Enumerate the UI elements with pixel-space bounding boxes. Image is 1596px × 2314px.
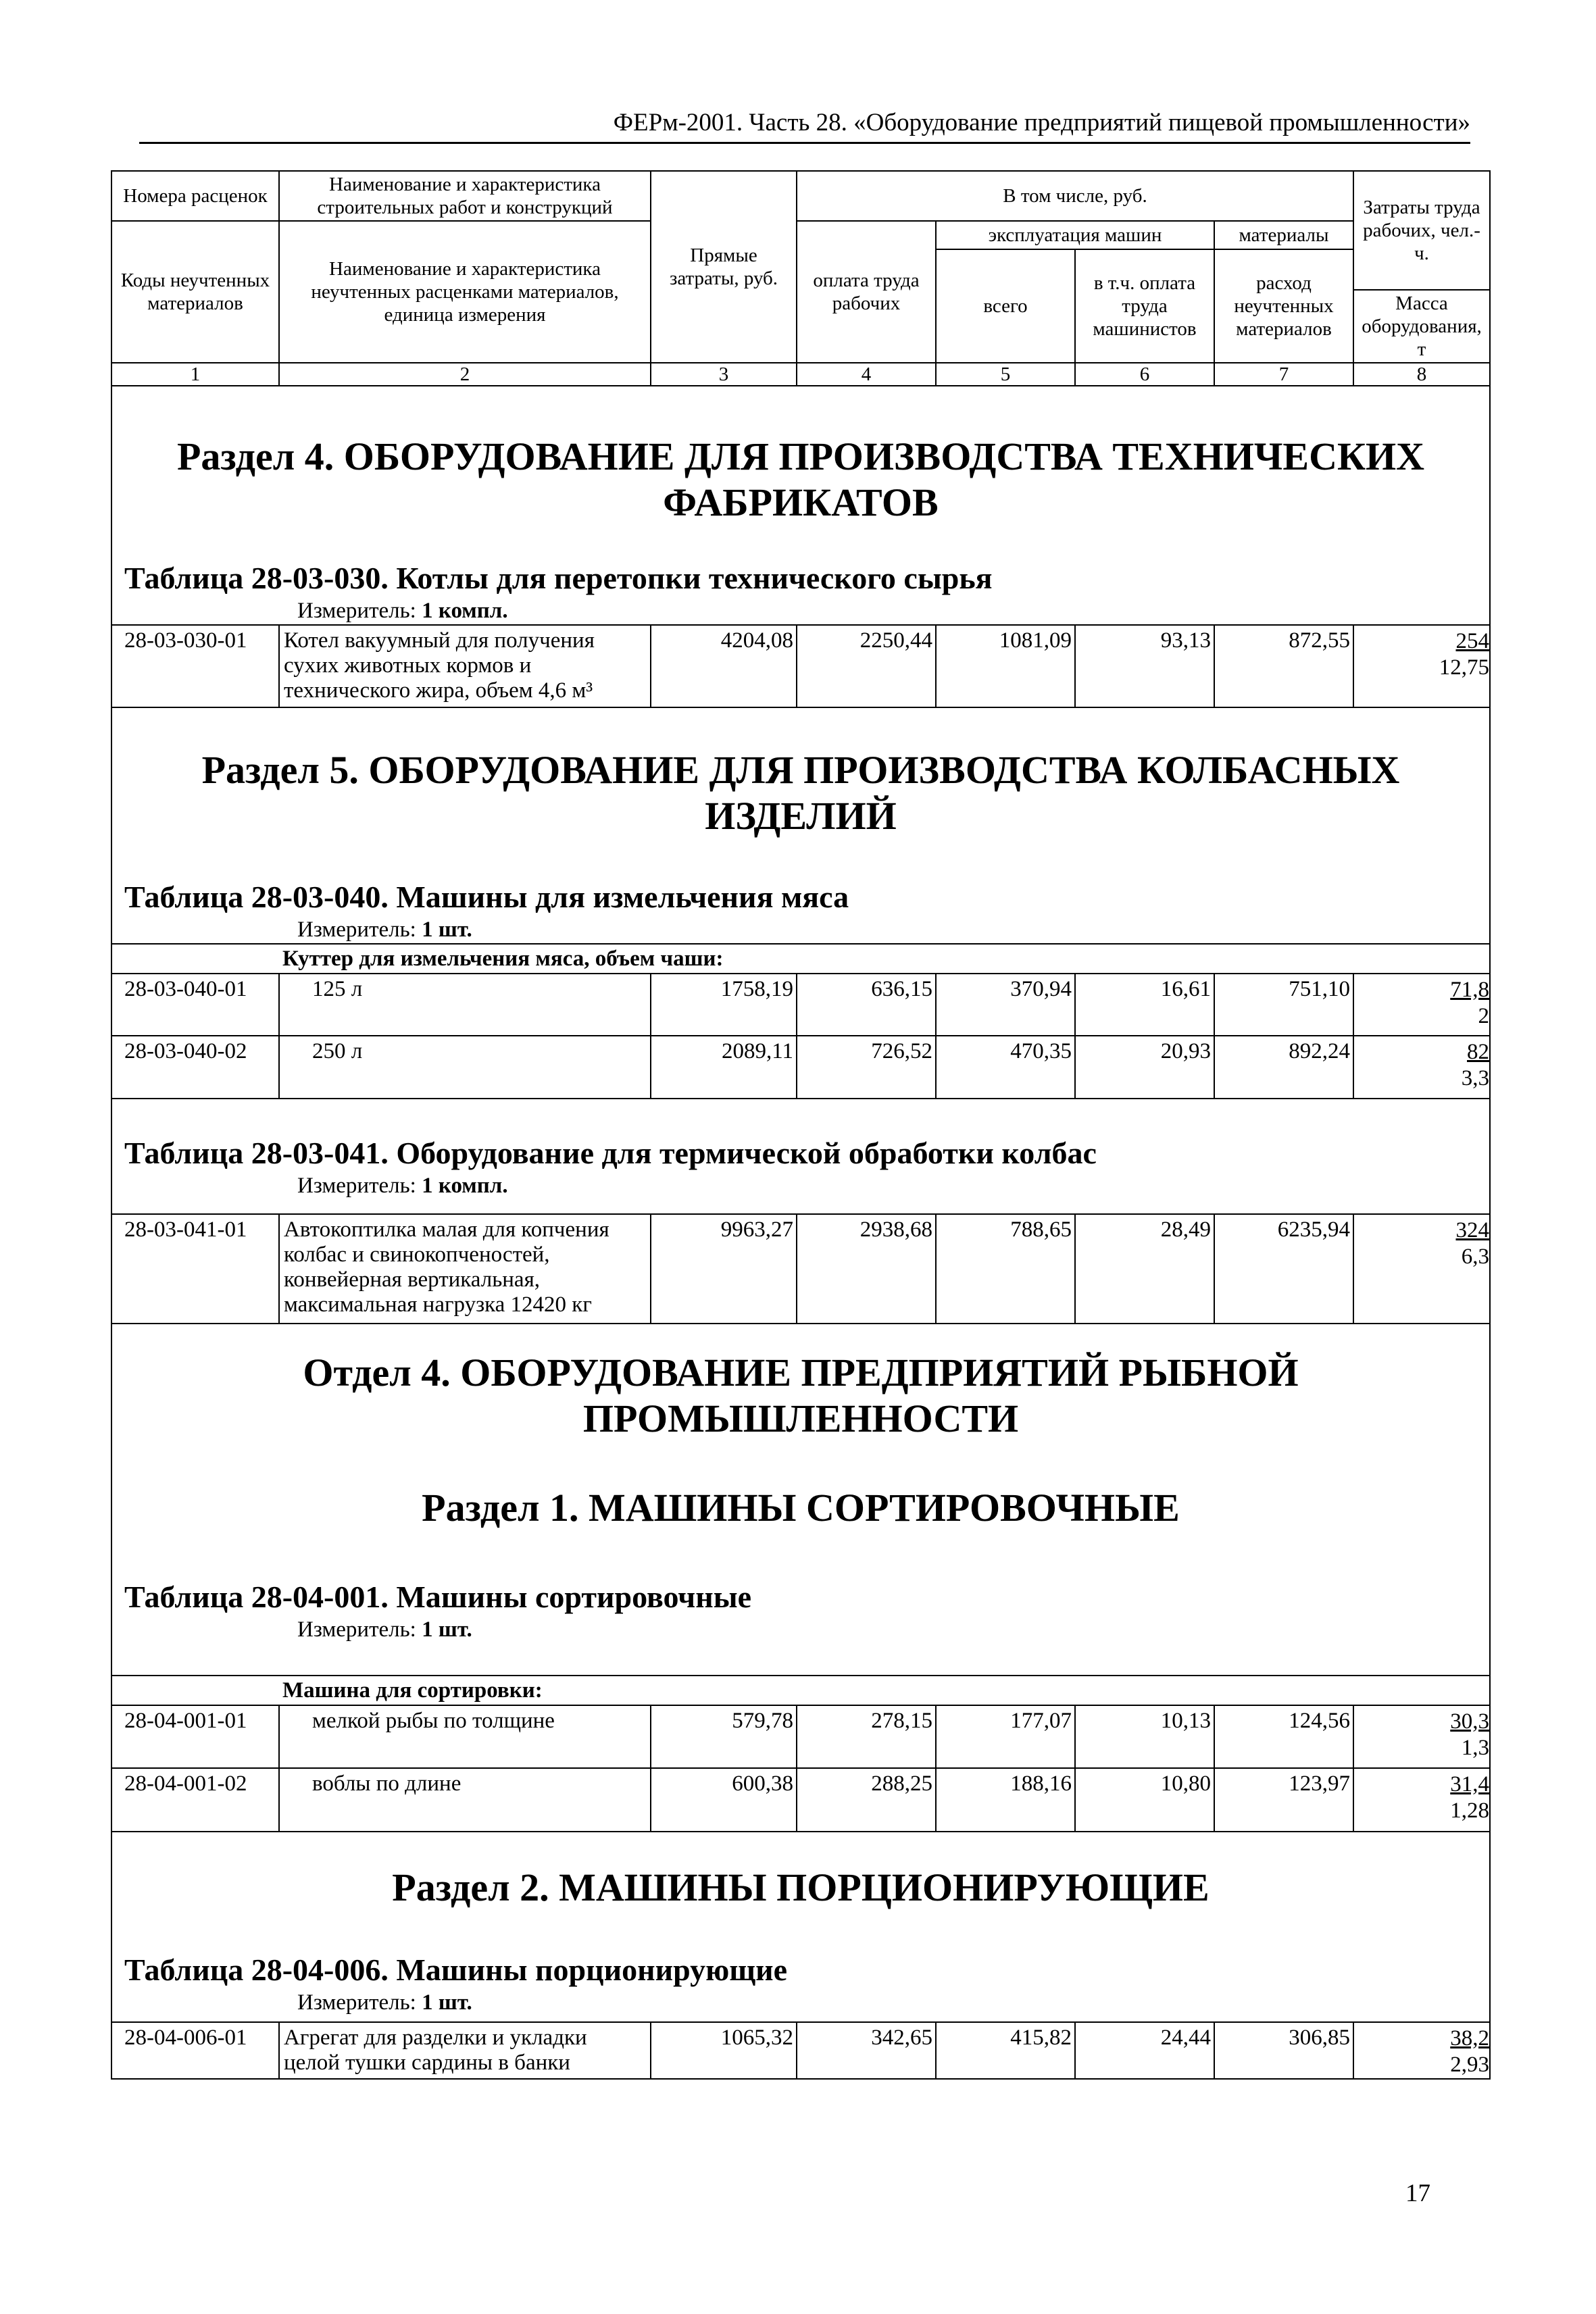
- department-title: Отдел 4. ОБОРУДОВАНИЕ ПРЕДПРИЯТИЙ РЫБНОЙ ПРОМЫШЛЕННОСТИ: [303, 1351, 1299, 1440]
- row-code: 28-04-001-01: [111, 1705, 279, 1768]
- section-4-block: [111, 386, 1490, 625]
- row-mach-total: 470,35: [936, 1036, 1075, 1099]
- row-name: Агрегат для разделки и укладки целой тушки сардины в банки: [279, 2022, 651, 2079]
- head-col2-top: Наименование и характеристика строительных работ и конструкций: [279, 171, 651, 221]
- table-041-block: [111, 1099, 1490, 1214]
- head-mass: Масса оборудования, т: [1353, 290, 1490, 363]
- section-title: Раздел 1. МАШИНЫ СОРТИРОВОЧНЫЕ: [422, 1486, 1180, 1530]
- header-rule: [139, 142, 1470, 144]
- row-direct: 1065,32: [651, 2022, 797, 2079]
- head-materials: материалы: [1214, 221, 1353, 249]
- row-mach-wages: 10,80: [1075, 1768, 1214, 1832]
- table-row: [111, 1036, 1490, 1099]
- section-title: Раздел 4. ОБОРУДОВАНИЕ ДЛЯ ПРОИЗВОДСТВА ТЕХНИЧЕСКИХ ФАБРИКАТОВ: [176, 434, 1425, 524]
- col-number: 4: [797, 363, 936, 386]
- table-row: [111, 1768, 1490, 1832]
- row-mach-wages: 28,49: [1075, 1214, 1214, 1324]
- table-title: Таблица 28-03-030. Котлы для перетопки технического сырья: [124, 561, 993, 595]
- table-row: [111, 2022, 1490, 2079]
- row-name: 125 л: [279, 974, 651, 1036]
- row-code: 28-03-040-02: [111, 1036, 279, 1099]
- col-number: 1: [111, 363, 279, 386]
- row-wages: 636,15: [797, 974, 936, 1036]
- row-name: мелкой рыбы по толщине: [279, 1705, 651, 1768]
- row-mach-total: 415,82: [936, 2022, 1075, 2079]
- col-number: 6: [1075, 363, 1214, 386]
- row-materials: 872,55: [1214, 625, 1353, 707]
- head-machines-total: всего: [936, 249, 1075, 363]
- page-number: 17: [1405, 2180, 1430, 2207]
- price-table: [111, 170, 1491, 2080]
- table-row: [111, 974, 1490, 1036]
- table-title: Таблица 28-04-006. Машины порционирующие: [124, 1953, 788, 1987]
- head-wages: оплата труда рабочих: [797, 221, 936, 363]
- section-title: Раздел 2. МАШИНЫ ПОРЦИОНИРУЮЩИЕ: [392, 1865, 1210, 1909]
- row-labor-mass: 254 12,75: [1353, 625, 1490, 707]
- row-mach-wages: 10,13: [1075, 1705, 1214, 1768]
- col-number: 7: [1214, 363, 1353, 386]
- row-direct: 4204,08: [651, 625, 797, 707]
- head-labor: Затраты труда рабочих, чел.-ч.: [1353, 171, 1490, 290]
- meter: Измеритель: 1 шт.: [297, 1617, 472, 1642]
- table-row: [111, 625, 1490, 707]
- head-direct-costs: Прямые затраты, руб.: [651, 171, 797, 363]
- section-5-block: [111, 707, 1490, 944]
- group-label: Машина для сортировки:: [111, 1676, 1490, 1705]
- row-wages: 2250,44: [797, 625, 936, 707]
- head-materials-use: расход неучтенных материалов: [1214, 249, 1353, 363]
- row-labor-mass: 31,4 1,28: [1353, 1768, 1490, 1832]
- row-materials: 751,10: [1214, 974, 1353, 1036]
- row-mach-wages: 24,44: [1075, 2022, 1214, 2079]
- row-direct: 9963,27: [651, 1214, 797, 1324]
- col-number: 3: [651, 363, 797, 386]
- section-2-block: [111, 1832, 1490, 2022]
- row-direct: 1758,19: [651, 974, 797, 1036]
- row-labor-mass: 82 3,3: [1353, 1036, 1490, 1099]
- row-labor-mass: 324 6,3: [1353, 1214, 1490, 1324]
- row-mach-wages: 16,61: [1075, 974, 1214, 1036]
- row-mach-total: 188,16: [936, 1768, 1075, 1832]
- table-title: Таблица 28-04-001. Машины сортировочные: [124, 1580, 752, 1614]
- row-materials: 123,97: [1214, 1768, 1353, 1832]
- row-wages: 288,25: [797, 1768, 936, 1832]
- row-wages: 2938,68: [797, 1214, 936, 1324]
- row-materials: 892,24: [1214, 1036, 1353, 1099]
- row-materials: 124,56: [1214, 1705, 1353, 1768]
- head-machines: эксплуатация машин: [936, 221, 1214, 249]
- row-code: 28-03-041-01: [111, 1214, 279, 1324]
- head-col1-top: Номера расценок: [111, 171, 279, 221]
- meter: Измеритель: 1 шт.: [297, 1990, 472, 2015]
- row-labor-mass: 30,3 1,3: [1353, 1705, 1490, 1768]
- row-name: 250 л: [279, 1036, 651, 1099]
- row-wages: 278,15: [797, 1705, 936, 1768]
- row-mach-total: 1081,09: [936, 625, 1075, 707]
- table-row: [111, 1705, 1490, 1768]
- row-code: 28-04-006-01: [111, 2022, 279, 2079]
- row-mach-wages: 93,13: [1075, 625, 1214, 707]
- row-direct: 2089,11: [651, 1036, 797, 1099]
- head-col2-bottom: Наименование и характеристика неучтенных расценками материалов, единица измерения: [279, 221, 651, 363]
- table-row: [111, 1214, 1490, 1324]
- department-4-block: [111, 1324, 1490, 1676]
- row-labor-mass: 38,2 2,93: [1353, 2022, 1490, 2079]
- meter: Измеритель: 1 шт.: [297, 917, 472, 942]
- row-materials: 6235,94: [1214, 1214, 1353, 1324]
- col-number: 2: [279, 363, 651, 386]
- running-header: ФЕРм-2001. Часть 28. «Оборудование предприятий пищевой промышленности»: [613, 109, 1470, 136]
- row-mach-total: 370,94: [936, 974, 1075, 1036]
- row-mach-wages: 20,93: [1075, 1036, 1214, 1099]
- row-mach-total: 177,07: [936, 1705, 1075, 1768]
- section-title: Раздел 5. ОБОРУДОВАНИЕ ДЛЯ ПРОИЗВОДСТВА КОЛБАСНЫХ ИЗДЕЛИЙ: [201, 748, 1400, 838]
- table-title: Таблица 28-03-040. Машины для измельчения мяса: [124, 880, 849, 914]
- row-code: 28-03-040-01: [111, 974, 279, 1036]
- group-label: Куттер для измельчения мяса, объем чаши:: [111, 944, 1490, 974]
- meter: Измеритель: 1 компл.: [297, 599, 508, 623]
- head-machinists-wages: в т.ч. оплата труда машинистов: [1075, 249, 1214, 363]
- row-direct: 600,38: [651, 1768, 797, 1832]
- row-labor-mass: 71,8 2: [1353, 974, 1490, 1036]
- row-code: 28-03-030-01: [111, 625, 279, 707]
- head-col1-bottom: Коды неучтенных материалов: [111, 221, 279, 363]
- table-title: Таблица 28-03-041. Оборудование для термической обработки колбас: [124, 1136, 1097, 1170]
- row-wages: 342,65: [797, 2022, 936, 2079]
- row-direct: 579,78: [651, 1705, 797, 1768]
- row-name: Автокоптилка малая для копчения колбас и свинокопченостей, конвейерная вертикальная, максимальная нагрузка 12420 кг: [279, 1214, 651, 1324]
- row-materials: 306,85: [1214, 2022, 1353, 2079]
- col-number: 8: [1353, 363, 1490, 386]
- row-wages: 726,52: [797, 1036, 936, 1099]
- row-name: воблы по длине: [279, 1768, 651, 1832]
- row-code: 28-04-001-02: [111, 1768, 279, 1832]
- col-number: 5: [936, 363, 1075, 386]
- head-including: В том числе, руб.: [797, 171, 1353, 221]
- row-mach-total: 788,65: [936, 1214, 1075, 1324]
- row-name: Котел вакуумный для получения сухих животных кормов и технического жира, объем 4,6 м³: [279, 625, 651, 707]
- meter: Измеритель: 1 компл.: [297, 1174, 508, 1198]
